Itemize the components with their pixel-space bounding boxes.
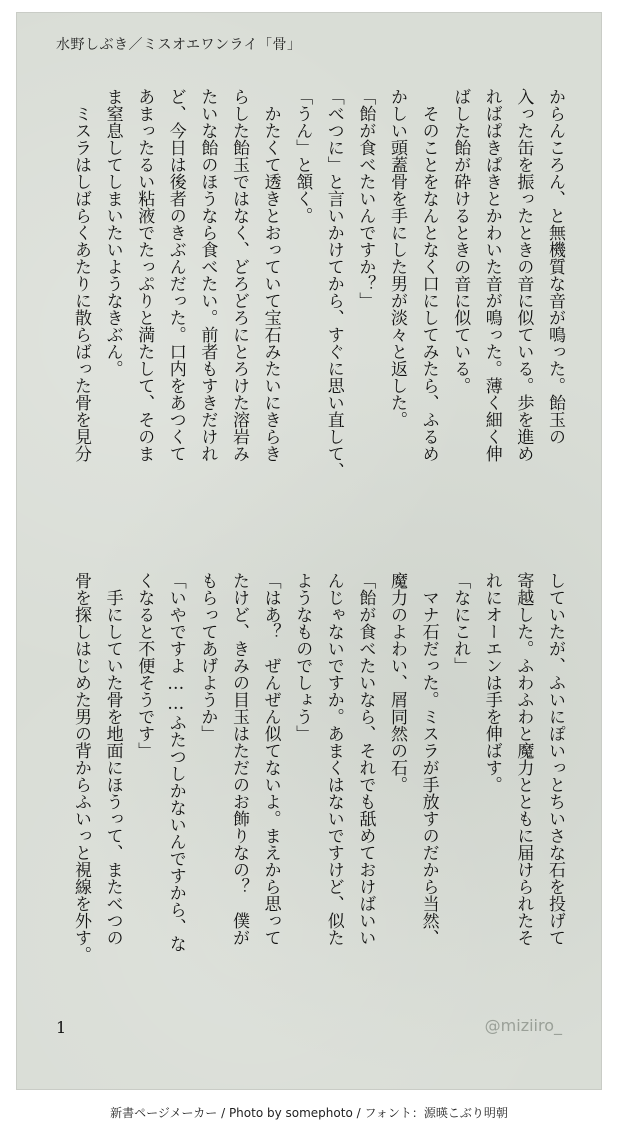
text-column: 「はあ？ ぜんぜん似てないよ。まえから思って — [260, 572, 281, 946]
text-column: んじゃないですか。あまくはないですけど、似た — [323, 572, 344, 946]
page-number: 1 — [56, 1018, 67, 1037]
text-column: ま窒息してしまいたいようなきぶん。 — [102, 88, 123, 377]
text-column: 寄越した。ふわふわと魔力とともに届けられたそ — [513, 572, 534, 946]
text-column: もらってあげようか」 — [197, 572, 218, 742]
text-column: かしい頭蓋骨を手にした男が淡々と返した。 — [387, 88, 407, 428]
text-column: マナ石だった。ミスラが手放すのだから当然、 — [418, 572, 439, 946]
text-column: していたが、ふいにぽいっとちいさな石を投げて — [545, 572, 565, 946]
text-column: 骨を探しはじめた男の背からふいっと視線を外す。 — [71, 572, 91, 963]
text-column: 「いやですよ……ふたつしかないんですから、な — [165, 572, 186, 952]
text-column: ばした飴が砕けるときの音に似ている。 — [450, 88, 471, 394]
manuscript-page — [16, 12, 602, 1090]
text-column: そのことをなんとなく口にしてみたら、ふるめ — [418, 88, 439, 462]
text-column: 「飴が食べたいなら、それでも舐めておけばいい — [355, 572, 376, 946]
text-column: ど、今日は後者のきぶんだった。口内をあつくて — [165, 88, 186, 462]
text-column: からんころん、と無機質な音が鳴った。飴玉の — [545, 88, 565, 445]
author-handle: @miziiro_ — [484, 1016, 562, 1035]
text-column: たいな飴のほうなら食べたい。前者もすきだけれ — [197, 88, 218, 462]
text-column: たけど、きみの目玉はただのお飾りなの？ 僕が — [229, 572, 249, 946]
text-column: くなると不便そうです」 — [134, 572, 155, 759]
text-column: 「うん」と頷く。 — [292, 88, 313, 224]
text-column: 入った缶を振ったときの音に似ている。歩を進め — [513, 88, 534, 462]
text-column: ようなものでしょう」 — [292, 572, 313, 742]
text-column: 手にしていた骨を地面にほうって、またべつの — [102, 572, 123, 946]
text-column: 「なにこれ」 — [450, 572, 471, 674]
text-column: ればぱきぱきとかわいた音が鳴った。薄く細く伸 — [481, 88, 502, 462]
text-column: らした飴玉ではなく、どろどろにとろけた溶岩み — [229, 88, 249, 462]
text-column: 「べつに」と言いかけてから、すぐに思い直して、 — [323, 88, 344, 479]
text-column: ミスラはしばらくあたりに散らばった骨を見分 — [71, 88, 91, 462]
footer-credit: 新書ページメーカー / Photo by somephoto / フォント：源暎こぶり明朝 — [110, 1106, 508, 1120]
text-column: あまったるい粘液でたっぷりと満たして、そのま — [134, 88, 155, 462]
text-column: 「飴が食べたいんですか？」 — [355, 88, 376, 309]
text-column: 魔力のよわい、屑同然の石。 — [387, 572, 407, 793]
page-header: 水野しぶき／ミスオエワンライ「骨」 — [56, 37, 302, 53]
text-column: れにオーエンは手を伸ばす。 — [481, 572, 502, 793]
text-column: かたくて透きとおっていて宝石みたいにきらき — [260, 88, 281, 462]
